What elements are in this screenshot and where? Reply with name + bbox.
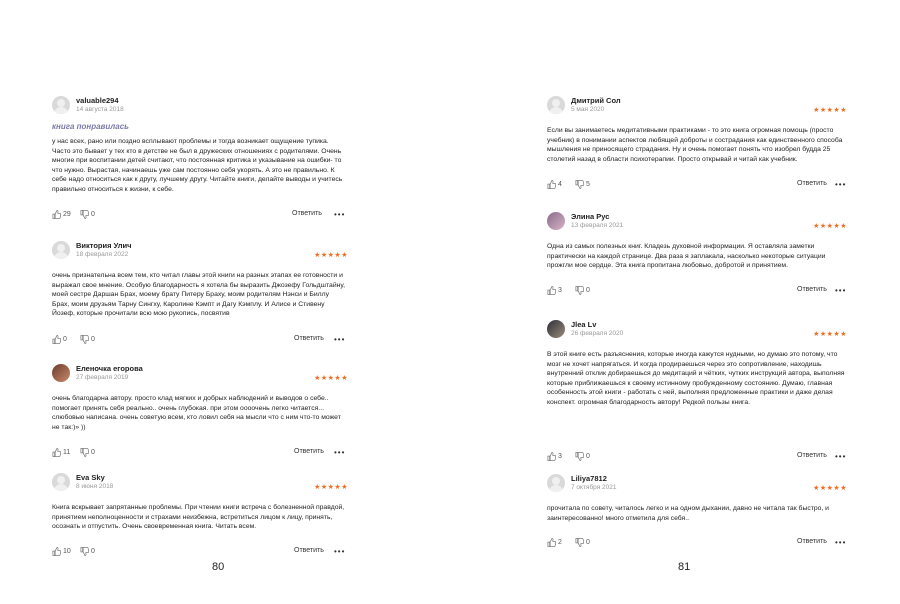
like-button[interactable] <box>547 452 562 461</box>
rating-stars: ★★★★★ <box>314 375 348 382</box>
thumbs-down-icon <box>575 286 584 295</box>
review-text: Если вы занимаетесь медитативными практиками - то это книга огромная помощь (просто учебник) в понимании аспектов любящей доброты и сострадания как единственного способа мышления не приносящего страдания. Ну и очень помогает понять что изобрел будда 25 столетий назад в области психотерапии. Просто открывай и читай как учебник. <box>547 127 843 163</box>
dislike-button[interactable] <box>80 335 95 344</box>
reply-button[interactable]: Ответить <box>797 452 827 459</box>
thumbs-up-icon <box>547 180 556 189</box>
dislike-button[interactable] <box>575 538 590 547</box>
more-options-icon[interactable]: ••• <box>334 335 346 344</box>
right-page <box>450 0 900 604</box>
more-options-icon[interactable]: ••• <box>334 210 346 219</box>
avatar <box>547 320 565 338</box>
thumbs-down-icon <box>80 448 89 457</box>
review-card <box>52 241 348 347</box>
page-number: 80 <box>212 561 225 573</box>
dislike-count: 0 <box>91 548 95 555</box>
reply-button[interactable]: Ответить <box>797 180 827 187</box>
rating-stars: ★★★★★ <box>813 223 847 230</box>
review-text: Книга вскрывает запрятанные проблемы. При чтении книги встреча с болезненной правдой, принятием неполноценности и страхами неизбежна, встретиться лицом к лицу, принять, осознать и отпустить. Очень своевременная книга. Читать всем. <box>52 504 345 531</box>
dislike-button[interactable] <box>575 452 590 461</box>
review-date: 13 февраля 2021 <box>571 222 624 229</box>
review-card <box>547 212 847 298</box>
like-button[interactable] <box>52 448 70 457</box>
thumbs-up-icon <box>52 210 61 219</box>
review-card <box>547 320 847 464</box>
thumbs-up-icon <box>547 538 556 547</box>
thumbs-up-icon <box>52 335 61 344</box>
thumbs-up-icon <box>547 286 556 295</box>
dislike-button[interactable] <box>575 286 590 295</box>
review-date: 18 февраля 2022 <box>76 251 129 258</box>
review-card <box>52 364 348 460</box>
dislike-count: 0 <box>586 287 590 294</box>
like-button[interactable] <box>52 547 71 556</box>
review-card <box>547 474 847 550</box>
like-button[interactable] <box>547 538 562 547</box>
thumbs-up-icon <box>52 448 61 457</box>
dislike-count: 0 <box>91 211 95 218</box>
rating-stars: ★★★★★ <box>314 252 348 259</box>
reply-button[interactable]: Ответить <box>294 547 324 554</box>
reviewer-name: Еленочка егорова <box>76 364 143 373</box>
review-text: очень признательна всем тем, кто читал главы этой книги на разных этапах ее готовности и выражал свое мнение. Особую благодарность я хотела бы выразить Джозефу Гольдштайну, моей сестре Даршан Брах, моему брату Питеру Браху, моим родителям Нэнси и Биллу Брах, моим друзьям Тарну Сингху, Каролине Кэмпт и Дагу Кэмплу. И Алисе и Стивену Йозеф, которые прочитали всю мою рукопись, посвятив <box>52 272 345 318</box>
like-count: 2 <box>558 539 562 546</box>
dislike-count: 0 <box>586 453 590 460</box>
review-text: очень благодарна автору. просто клад мягких и добрых наблюдений и выводов о себе.. помогает принять себя реально.. очень глубокая. при этом оооочень легко читается... слюбовью написана. очень советую всем, кто ловил себя на мысли что с ним что-то может не так:)» )) <box>52 395 341 431</box>
reply-button[interactable]: Ответить <box>292 210 322 217</box>
reply-button[interactable]: Ответить <box>797 538 827 545</box>
reply-button[interactable]: Ответить <box>294 448 324 455</box>
page-number: 81 <box>678 561 691 573</box>
dislike-count: 0 <box>91 336 95 343</box>
thumbs-up-icon <box>52 547 61 556</box>
avatar <box>52 241 70 259</box>
review-card <box>547 96 847 192</box>
dislike-button[interactable] <box>80 210 95 219</box>
rating-stars: ★★★★★ <box>813 485 847 492</box>
rating-stars: ★★★★★ <box>813 107 847 114</box>
like-count: 3 <box>558 287 562 294</box>
review-date: 27 февраля 2019 <box>76 374 129 381</box>
review-text: В этой книге есть разъяснения, которые иногда кажутся нудными, но думаю это потому, что мозг не хочет напрягаться. И когда продираешься через это сопротивление, находишь внутренний отклик добираешься до медитаций и чётких, чутких инструкций автора, выполняя которые приближаешься к своему истинному пробужденному состоянию. Думаю, главная особенность этой книги - работать с ней, выполняя предложенные практики и даже делая конспект. огромная благодарность автору! Редкой пользы книга. <box>547 351 845 406</box>
like-count: 10 <box>63 548 71 555</box>
like-button[interactable] <box>52 335 67 344</box>
reviewer-name: valuable294 <box>76 96 119 105</box>
like-count: 0 <box>63 336 67 343</box>
dislike-button[interactable] <box>575 180 590 189</box>
review-card <box>52 473 348 559</box>
more-options-icon[interactable]: ••• <box>835 180 847 189</box>
thumbs-down-icon <box>575 180 584 189</box>
dislike-button[interactable] <box>80 547 95 556</box>
avatar <box>547 96 565 114</box>
like-button[interactable] <box>52 210 71 219</box>
review-date: 26 февраля 2020 <box>571 330 624 337</box>
review-card <box>52 96 348 222</box>
more-options-icon[interactable]: ••• <box>334 547 346 556</box>
reviewer-name: Дмитрий Сол <box>571 96 621 105</box>
reviewer-name: Liliya7812 <box>571 474 607 483</box>
like-count: 4 <box>558 181 562 188</box>
review-date: 7 октября 2021 <box>571 484 617 491</box>
dislike-count: 0 <box>586 539 590 546</box>
rating-stars: ★★★★★ <box>314 484 348 491</box>
reply-button[interactable]: Ответить <box>294 335 324 342</box>
reviewer-name: Eva Sky <box>76 473 105 482</box>
thumbs-up-icon <box>547 452 556 461</box>
like-count: 11 <box>63 449 71 456</box>
avatar <box>547 474 565 492</box>
more-options-icon[interactable]: ••• <box>835 286 847 295</box>
rating-stars: ★★★★★ <box>813 331 847 338</box>
thumbs-down-icon <box>575 538 584 547</box>
more-options-icon[interactable]: ••• <box>835 538 847 547</box>
review-text: прочитала по совету, читалось легко и на одном дыхании, давно не читала так быстро, и заинтересованно! много отметила для себя.. <box>547 505 829 522</box>
like-count: 29 <box>63 211 71 218</box>
more-options-icon[interactable]: ••• <box>334 448 346 457</box>
thumbs-down-icon <box>80 547 89 556</box>
like-button[interactable] <box>547 180 562 189</box>
review-date: 14 августа 2018 <box>76 106 124 113</box>
review-date: 5 мая 2020 <box>571 106 605 113</box>
like-count: 3 <box>558 453 562 460</box>
thumbs-down-icon <box>575 452 584 461</box>
dislike-count: 5 <box>586 181 590 188</box>
reply-button[interactable]: Ответить <box>797 286 827 293</box>
reviewer-name: Виктория Улич <box>76 241 132 250</box>
avatar <box>547 212 565 230</box>
review-text: Одна из самых полезных книг. Кладезь духовной информации. Я оставляла заметки практически на каждой странице. Два раза я заплакала, насколько некоторые ситуации прожгли мое сердце. Эта книга пропитана любовью, добротой и принятием. <box>547 243 826 270</box>
review-date: 8 июня 2018 <box>76 483 114 490</box>
thumbs-down-icon <box>80 210 89 219</box>
like-button[interactable] <box>547 286 562 295</box>
dislike-button[interactable] <box>80 448 95 457</box>
avatar <box>52 473 70 491</box>
more-options-icon[interactable]: ••• <box>835 452 847 461</box>
review-text: у нас всех, рано или поздно всплывают проблемы и тогда возникает ощущение тупика. Часто это бывает у тех кто в детстве не был в дружеских отношениях с родителями. Очень многие при воспитании детей считают, что постоянная критика и указывание на ошибки- то что нужно. Вырастая, начинаешь уже сам постоянно себя укорять. А это не правильно. К себе надо относиться как к другу, лучшему другу. Читайте книги, делайте выводы и учитесь правильно относиться к жизни, к себе. <box>52 138 343 193</box>
review-title: книга понравилась <box>52 122 129 131</box>
thumbs-down-icon <box>80 335 89 344</box>
avatar <box>52 96 70 114</box>
reviewer-name: Jlea Lv <box>571 320 597 329</box>
dislike-count: 0 <box>91 449 95 456</box>
avatar <box>52 364 70 382</box>
reviewer-name: Элина Рус <box>571 212 610 221</box>
